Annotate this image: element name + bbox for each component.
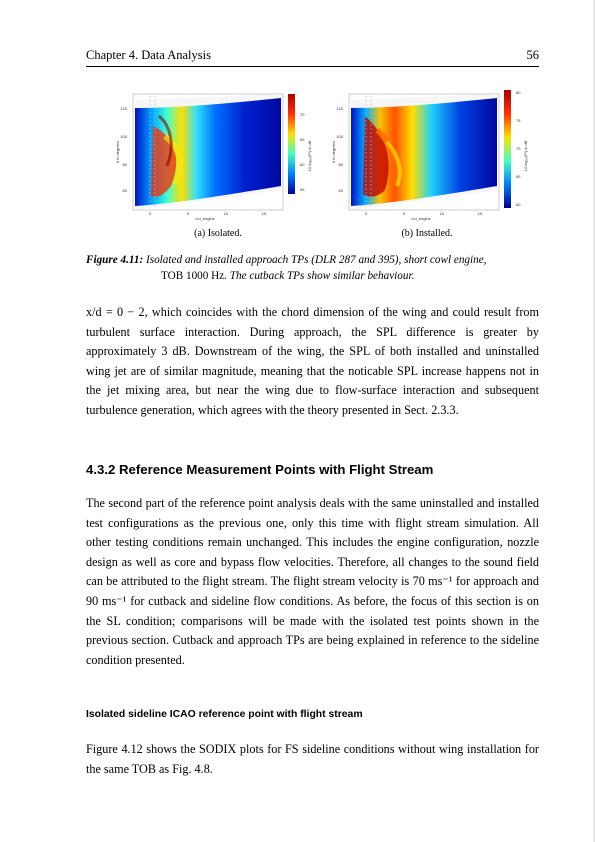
y-tick: 80 [122, 162, 127, 167]
x-tick: 5 [402, 211, 406, 216]
cbar-tick: 55 [300, 187, 305, 192]
subcaption-a: (a) Isolated. [194, 228, 242, 239]
caption-line1: Isolated and installed approach TPs (DLR 287 and 395), short cowl engine, [146, 254, 487, 266]
cbar-tick: 70 [300, 112, 305, 117]
x-tick: 10 [223, 211, 229, 216]
paragraph-2: The second part of the reference point analysis deals with the same uninstalled and installed test configurations as the previous one, only this time with flight stream simulation. All other testing conditions remain unchanged. This includes the engine configuration, nozzle design as well as core and bypass flow velocities. Therefore, all changes to the sound field can be attributed to the flight stream. The flight stream velocity is 70 ms⁻¹ for approach and 90 ms⁻¹ for cutback and sideline flow conditions. As before, the focus of this section is on the SL condition; comparisons will be made with the isolated test points shown in the previous section. Cutback and approach TPs are being explained in reference to the sideline condition presented. [86, 496, 539, 667]
x-tick: 0 [364, 211, 368, 216]
x-tick: 10 [439, 211, 445, 216]
paragraph-3: Figure 4.12 shows the SODIX plots for FS sideline conditions without wing installation for the same TOB as Fig. 4.8. [86, 742, 539, 776]
y-tick: 120 [336, 106, 343, 111]
header-rule [86, 66, 539, 67]
y-axis-label: θ in degrees [115, 140, 120, 164]
figure-caption [86, 252, 539, 284]
colorbar-label: 10 log₁₀(P²) in dB [307, 140, 312, 172]
figure-label: Figure 4.11: [86, 254, 144, 266]
page-number: 56 [526, 48, 539, 62]
sodix-map-isolated [113, 86, 323, 222]
chapter-title: Chapter 4. Data Analysis [86, 48, 211, 62]
x-axis-label: x/d_engine [195, 216, 215, 221]
running-header [86, 48, 539, 66]
subcaption-b: (b) Installed. [401, 228, 453, 239]
cbar-tick: 65 [516, 174, 521, 179]
colorbar-label: 10 log₁₀(P²) in dB [523, 140, 528, 172]
y-tick: 80 [338, 162, 343, 167]
y-tick: 60 [338, 188, 343, 193]
y-tick: 60 [122, 188, 127, 193]
section-heading: 4.3.2 Reference Measurement Points with Flight Stream [86, 462, 434, 477]
figure-a [113, 86, 323, 222]
cbar-tick: 60 [300, 162, 305, 167]
x-tick: 5 [186, 211, 190, 216]
subsection-heading: Isolated sideline ICAO reference point with flight stream [86, 709, 363, 720]
cbar-tick: 65 [300, 137, 305, 142]
x-tick: 0 [148, 211, 152, 216]
y-tick: 100 [336, 134, 343, 139]
y-axis-label: θ in degrees [331, 140, 336, 164]
cbar-tick: 80 [516, 90, 521, 95]
sodix-map-installed [329, 86, 539, 222]
paragraph-1: x/d = 0 − 2, which coincides with the chord dimension of the wing and could result from turbulent surface interaction. During approach, the SPL difference is greater by approximately 3 dB. Downstream of the wing, the SPL of both installed and uninstalled wing jet are of similar magnitude, meaning that the noticable SPL increase happens not in the jet mixing area, but near the wing due to flow-surface interaction and subsequent turbulence generation, which agrees with the theory presented in Sect. 2.3.3. [86, 305, 539, 417]
figure-b [329, 86, 539, 222]
cbar-tick: 70 [516, 146, 521, 151]
x-tick: 15 [477, 211, 483, 216]
y-tick: 120 [120, 106, 127, 111]
y-tick: 100 [120, 134, 127, 139]
cbar-tick: 60 [516, 202, 521, 207]
caption-line2: TOB 1000 Hz. The cutback TPs show similar behaviour. [161, 270, 415, 282]
x-tick: 15 [261, 211, 267, 216]
x-axis-label: x/d_engine [411, 216, 431, 221]
cbar-tick: 75 [516, 118, 521, 123]
